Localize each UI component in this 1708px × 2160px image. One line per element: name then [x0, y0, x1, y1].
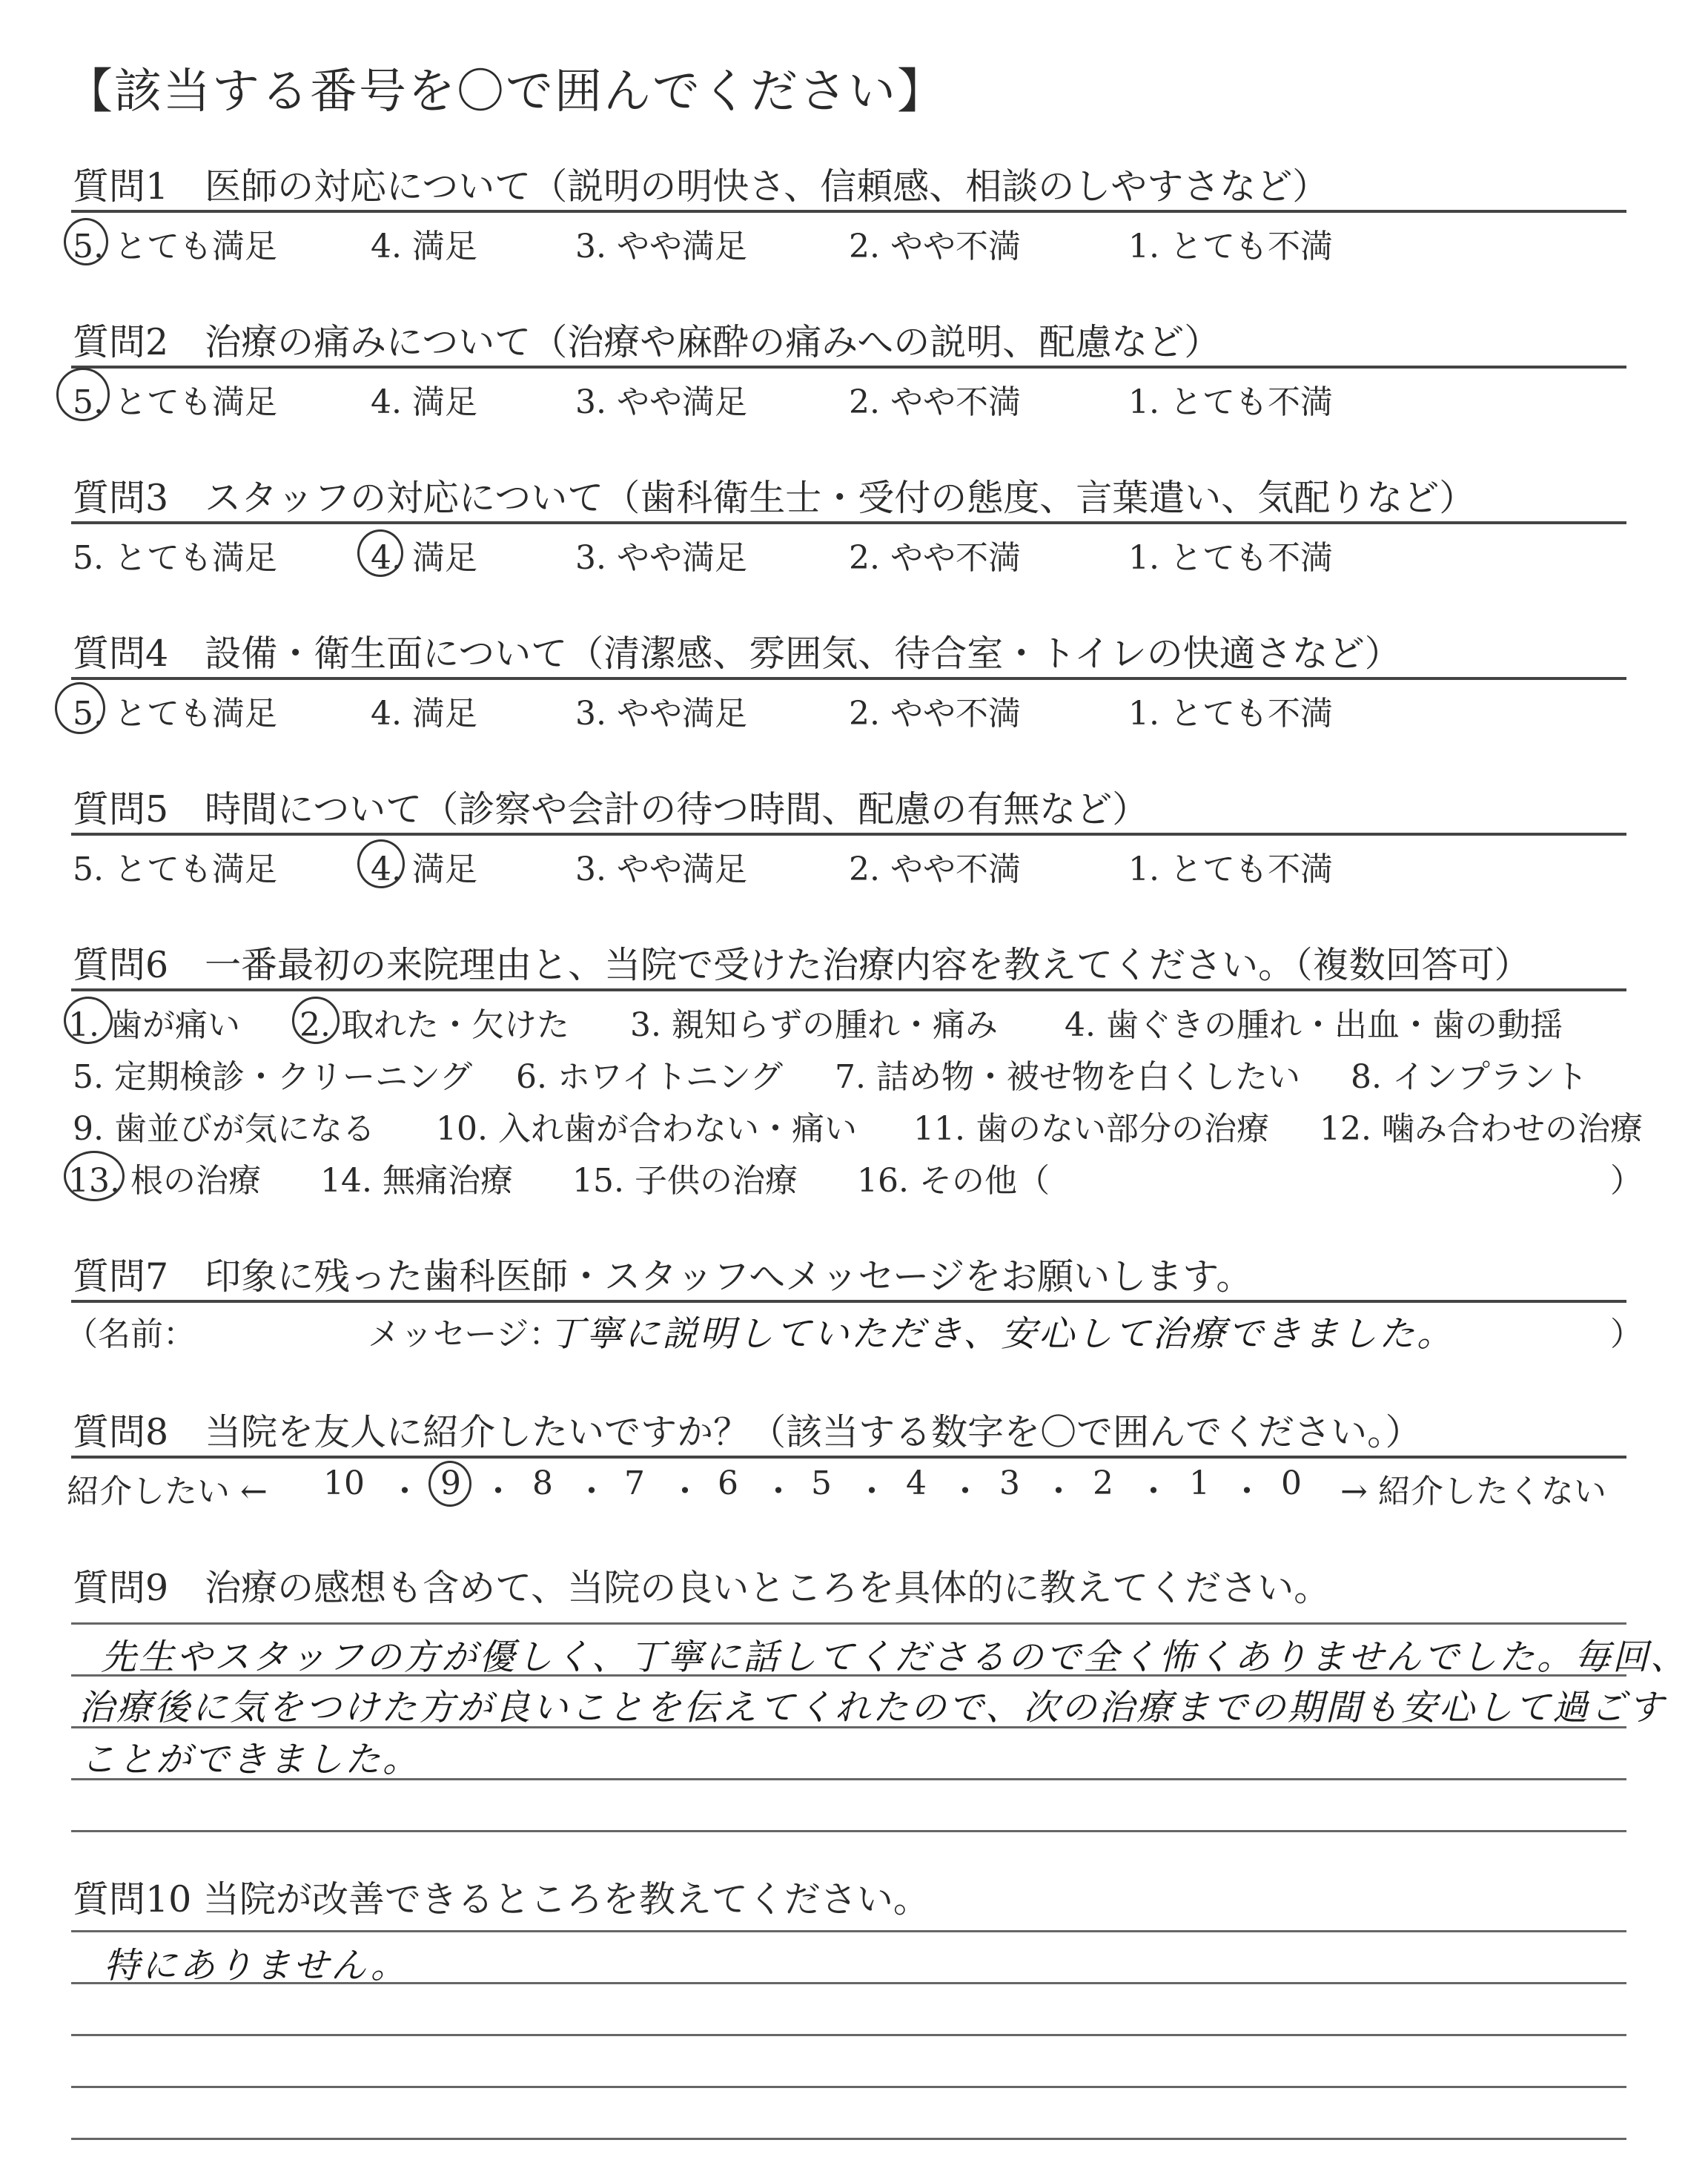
q6-option-16[interactable]: 16. その他（ [857, 1162, 1050, 1200]
q4-rule [71, 677, 1626, 680]
q4-option-1[interactable]: 1. とても不満 [1128, 695, 1333, 733]
q8-scale-9[interactable]: 9 [440, 1464, 461, 1502]
q2-option-1[interactable]: 1. とても不満 [1128, 383, 1333, 421]
q8-scale-6[interactable]: 6 [718, 1464, 738, 1502]
q2-option-3[interactable]: 3. やや満足 [575, 383, 747, 421]
q8-scale-8[interactable]: 8 [532, 1464, 553, 1502]
q3-option-5[interactable]: 5. とても満足 [73, 539, 277, 577]
q9-title: 質問9 治療の感想も含めて、当院の良いところを具体的に教えてください。 [73, 1567, 1331, 1609]
q2-option-4[interactable]: 4. 満足 [371, 383, 477, 421]
q2-option-2[interactable]: 2. やや不満 [849, 383, 1021, 421]
q1-option-3[interactable]: 3. やや満足 [575, 228, 747, 265]
q9-answer-line-1[interactable]: 先生やスタッフの方が優しく、丁寧に話してくださるので全く怖くありませんでした。毎回、 [101, 1636, 1689, 1678]
q1-option-1[interactable]: 1. とても不満 [1128, 228, 1333, 265]
q6-option-14[interactable]: 14. 無痛治療 [320, 1162, 513, 1200]
q6-option-13[interactable]: 13. 根の治療 [68, 1162, 261, 1200]
q6-option-5[interactable]: 5. 定期検診・クリーニング [73, 1058, 473, 1096]
q6-option-6[interactable]: 6. ホワイトニング [516, 1058, 784, 1096]
q9-line [71, 1830, 1626, 1832]
q5-option-2[interactable]: 2. やや不満 [849, 851, 1021, 888]
q8-scale-4[interactable]: 4 [906, 1464, 927, 1502]
q3-option-1[interactable]: 1. とても不満 [1128, 539, 1333, 577]
q8-scale-2[interactable]: 2 [1093, 1464, 1113, 1502]
q10-answer-line-1[interactable]: 特にありません。 [104, 1945, 408, 1986]
q8-scale-3[interactable]: 3 [999, 1464, 1020, 1502]
q8-right-label: → 紹介したくない [1340, 1473, 1606, 1510]
q1-rule [71, 210, 1626, 213]
q8-scale-1[interactable]: 1 [1189, 1464, 1210, 1502]
q3-option-4[interactable]: 4. 満足 [371, 539, 477, 577]
q8-separator: ・ [1042, 1473, 1075, 1510]
q6-option-8[interactable]: 8. インプラント [1351, 1058, 1588, 1096]
q3-option-2[interactable]: 2. やや不満 [849, 539, 1021, 577]
q8-separator: ・ [482, 1473, 514, 1510]
q8-separator: ・ [388, 1473, 421, 1510]
q2-title: 質問2 治療の痛みについて（治療や麻酔の痛みへの説明、配慮など） [73, 321, 1221, 363]
q9-line [71, 1622, 1626, 1625]
q2-option-5[interactable]: 5. とても満足 [73, 383, 277, 421]
q8-separator: ・ [762, 1473, 795, 1510]
q8-separator: ・ [1231, 1473, 1263, 1510]
q3-title: 質問3 スタッフの対応について（歯科衛生士・受付の態度、言葉遣い、気配りなど） [73, 477, 1476, 519]
q6-option-9[interactable]: 9. 歯並びが気になる [73, 1110, 375, 1148]
q6-option-1[interactable]: 1. 歯が痛い [68, 1006, 240, 1044]
q1-option-5[interactable]: 5. とても満足 [73, 228, 277, 265]
q5-option-5[interactable]: 5. とても満足 [73, 851, 277, 888]
q1-title: 質問1 医師の対応について（説明の明快さ、信頼感、相談のしやすさなど） [73, 165, 1329, 208]
q8-separator: ・ [855, 1473, 888, 1510]
q10-line [71, 2034, 1626, 2036]
q8-separator: ・ [949, 1473, 982, 1510]
q5-option-1[interactable]: 1. とても不満 [1128, 851, 1333, 888]
q8-separator: ・ [669, 1473, 701, 1510]
q9-answer-line-3[interactable]: ことができました。 [80, 1739, 421, 1780]
q7-title: 質問7 印象に残った歯科医師・スタッフへメッセージをお願いします。 [73, 1255, 1253, 1298]
q6-option-10[interactable]: 10. 入れ歯が合わない・痛い [436, 1110, 857, 1148]
q1-option-4[interactable]: 4. 満足 [371, 228, 477, 265]
q8-separator: ・ [1137, 1473, 1170, 1510]
q6-rule [71, 988, 1626, 991]
q8-rule [71, 1456, 1626, 1459]
q6-option-7[interactable]: 7. 詰め物・被せ物を白くしたい [835, 1058, 1300, 1096]
q4-option-2[interactable]: 2. やや不満 [849, 695, 1021, 733]
q9-answer-line-2[interactable]: 治療後に気をつけた方が良いことを伝えてくれたので、次の治療までの期間も安心して過ごす [79, 1687, 1666, 1728]
q6-other-close-paren: ） [1610, 1162, 1643, 1200]
q10-line [71, 2086, 1626, 2088]
q10-line [71, 1930, 1626, 1932]
q4-option-4[interactable]: 4. 満足 [371, 695, 477, 733]
q6-option-11[interactable]: 11. 歯のない部分の治療 [913, 1110, 1269, 1148]
q8-scale-0[interactable]: 0 [1281, 1464, 1302, 1502]
q6-option-4[interactable]: 4. 歯ぐきの腫れ・出血・歯の動揺 [1065, 1006, 1563, 1044]
q5-rule [71, 833, 1626, 836]
q8-scale-10[interactable]: 10 [323, 1464, 365, 1502]
q6-option-12[interactable]: 12. 噛み合わせの治療 [1320, 1110, 1643, 1148]
q7-close-paren: ） [1610, 1315, 1643, 1353]
q5-option-3[interactable]: 3. やや満足 [575, 851, 747, 888]
q5-option-4[interactable]: 4. 満足 [371, 851, 477, 888]
q8-scale-7[interactable]: 7 [624, 1464, 645, 1502]
q6-title: 質問6 一番最初の来院理由と、当院で受けた治療内容を教えてください。（複数回答可） [73, 944, 1531, 986]
q4-option-3[interactable]: 3. やや満足 [575, 695, 747, 733]
q6-option-3[interactable]: 3. 親知らずの腫れ・痛み [630, 1006, 998, 1044]
q5-title: 質問5 時間について（診察や会計の待つ時間、配慮の有無など） [73, 788, 1149, 830]
q8-scale-5[interactable]: 5 [811, 1464, 832, 1502]
q8-title: 質問8 当院を友人に紹介したいですか？（該当する数字を〇で囲んでください。） [73, 1411, 1422, 1453]
q6-option-2[interactable]: 2. 取れた・欠けた [299, 1006, 569, 1044]
q7-name-label: （名前： [65, 1315, 196, 1353]
form-header: 【該当する番号を〇で囲んでください】 [65, 65, 946, 119]
q7-message-label: メッセージ： [368, 1315, 562, 1353]
q2-rule [71, 366, 1626, 369]
q8-left-label: 紹介したい ← [67, 1473, 268, 1510]
q3-rule [71, 521, 1626, 524]
q4-title: 質問4 設備・衛生面について（清潔感、雰囲気、待合室・トイレの快適さなど） [73, 633, 1401, 675]
q7-message-text[interactable]: 丁寧に説明していただき、安心して治療できました。 [549, 1313, 1455, 1355]
q4-option-5[interactable]: 5. とても満足 [73, 695, 277, 733]
q8-separator: ・ [575, 1473, 608, 1510]
q7-rule [71, 1300, 1626, 1303]
q3-option-3[interactable]: 3. やや満足 [575, 539, 747, 577]
q10-line [71, 2138, 1626, 2140]
q1-option-2[interactable]: 2. やや不満 [849, 228, 1021, 265]
q6-option-15[interactable]: 15. 子供の治療 [572, 1162, 798, 1200]
q10-title: 質問10 当院が改善できるところを教えてください。 [73, 1878, 930, 1920]
